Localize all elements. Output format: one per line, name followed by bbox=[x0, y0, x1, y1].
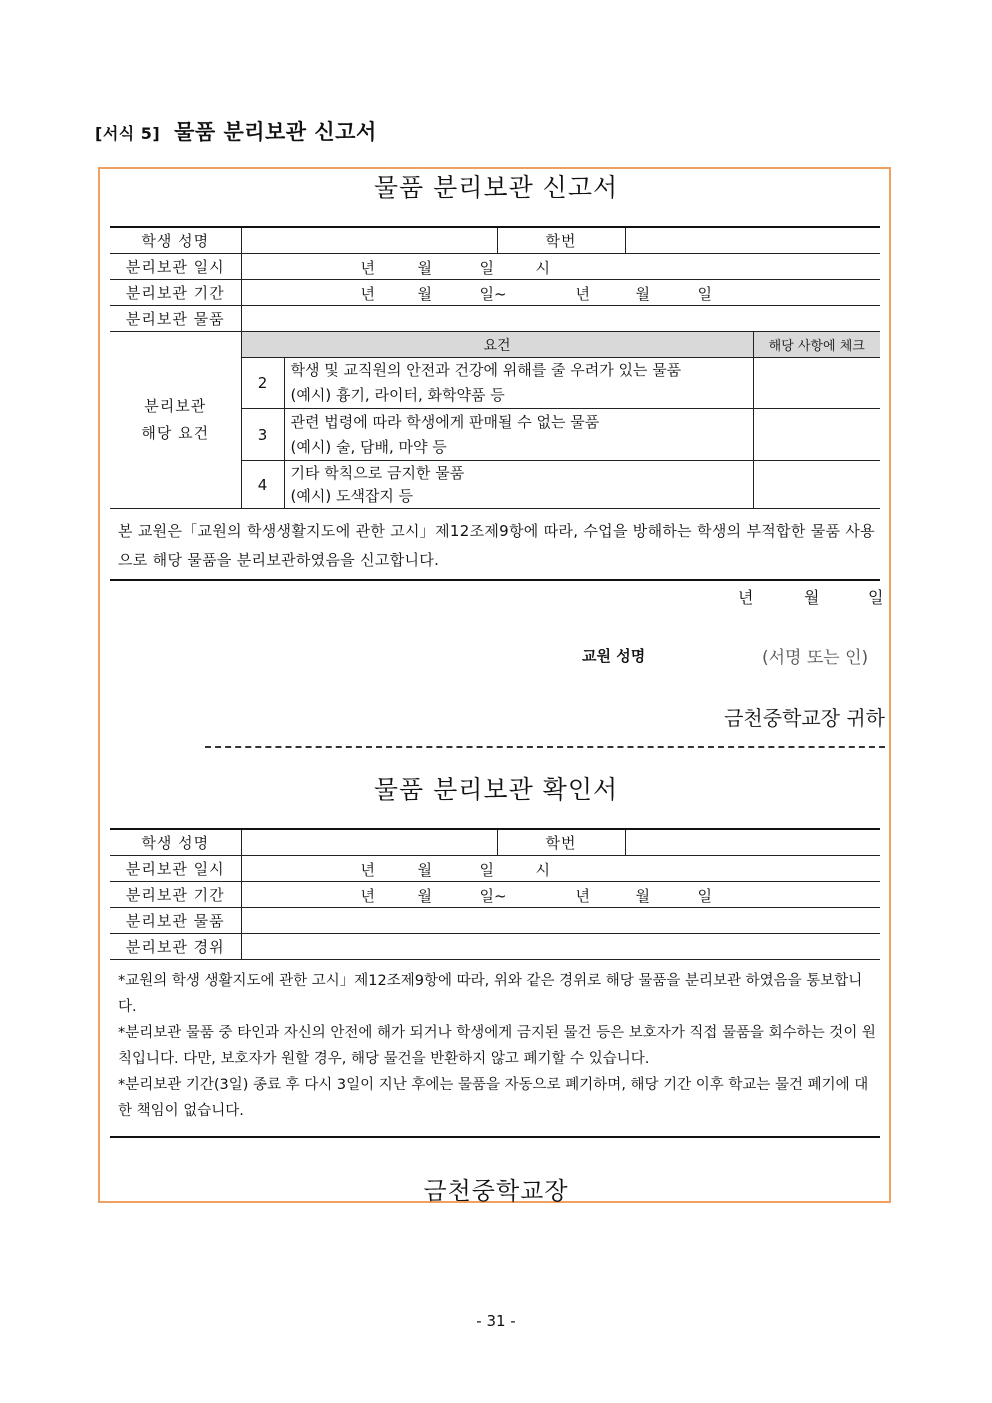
student-name-field[interactable] bbox=[241, 829, 497, 856]
period-label: 분리보관 기간 bbox=[110, 280, 241, 306]
requirement-line: 관련 법령에 따라 학생에게 판매될 수 없는 물품 bbox=[290, 412, 600, 431]
check-header: 해당 사항에 체크 bbox=[753, 332, 880, 358]
requirement-text bbox=[284, 461, 753, 509]
date-day-unit: 일 bbox=[868, 588, 884, 607]
item-field[interactable] bbox=[241, 306, 880, 332]
reason-field[interactable] bbox=[241, 934, 880, 960]
confirm-notes bbox=[118, 968, 880, 1124]
requirement-check-cell[interactable] bbox=[753, 409, 880, 461]
start-day-unit: 일~ bbox=[479, 285, 507, 303]
report-table bbox=[110, 226, 880, 509]
period-field[interactable] bbox=[241, 280, 880, 306]
requirement-text bbox=[284, 358, 753, 409]
start-year-unit: 년 bbox=[360, 285, 375, 303]
requirement-example: (예시) 흉기, 라이터, 화학약품 등 bbox=[290, 386, 505, 404]
requirement-check-cell[interactable] bbox=[753, 461, 880, 509]
end-year-unit: 년 bbox=[575, 285, 590, 303]
end-month-unit: 월 bbox=[635, 887, 650, 905]
datetime-field[interactable] bbox=[241, 254, 880, 280]
hour-unit: 시 bbox=[535, 259, 550, 277]
hour-unit: 시 bbox=[535, 861, 550, 879]
requirement-example: (예시) 도색잡지 등 bbox=[290, 486, 414, 505]
student-name-label: 학생 성명 bbox=[110, 227, 241, 254]
start-month-unit: 월 bbox=[417, 887, 432, 905]
requirement-example: (예시) 술, 담배, 마약 등 bbox=[290, 437, 447, 456]
end-day-unit: 일 bbox=[697, 887, 712, 905]
note-item: *분리보관 기간(3일) 종료 후 다시 3일이 지난 후에는 물품을 자동으로 폐기하며, 해당 기간 이후 학교는 물건 폐기에 대한 책임이 없습니다. bbox=[118, 1077, 869, 1119]
end-day-unit: 일 bbox=[697, 285, 712, 303]
requirement-text bbox=[284, 409, 753, 461]
date-month-unit: 월 bbox=[804, 588, 820, 607]
student-id-field[interactable] bbox=[625, 829, 880, 856]
divider bbox=[110, 1136, 880, 1138]
note-item: *교원의 학생 생활지도에 관한 고시」제12조제9항에 따라, 위와 같은 경위로 해당 물품을 분리보관 하였음을 통보합니다. bbox=[118, 973, 863, 1015]
note-item: *분리보관 물품 중 타인과 자신의 안전에 해가 되거나 학생에게 금지된 물건 등은 보호자가 직접 물품을 회수하는 것이 원칙입니다. 다만, 보호자가 원할 경우, 해당 물건을 반환하지 않고 폐기할 수 있습니다. bbox=[118, 1025, 876, 1067]
confirm-signature: 금천중학교장 bbox=[423, 1177, 569, 1205]
confirm-title: 물품 분리보관 확인서 bbox=[373, 775, 619, 804]
day-unit: 일 bbox=[479, 861, 494, 879]
divider bbox=[110, 579, 880, 581]
start-year-unit: 년 bbox=[360, 887, 375, 905]
requirement-line: 학생 및 교직원의 안전과 건강에 위해를 줄 우려가 있는 물품 bbox=[290, 361, 682, 379]
form-number: [서식 5] bbox=[95, 124, 161, 143]
year-unit: 년 bbox=[360, 259, 375, 277]
month-unit: 월 bbox=[417, 259, 432, 277]
month-unit: 월 bbox=[417, 861, 432, 879]
report-statement: 본 교원은「교원의 학생생활지도에 관한 고시」제12조제9항에 따라, 수업을 방해하는 학생의 부적합한 물품 사용으로 해당 물품을 분리보관하였음을 신고합니다. bbox=[118, 522, 875, 569]
end-year-unit: 년 bbox=[575, 887, 590, 905]
reason-label: 분리보관 경위 bbox=[110, 934, 241, 960]
requirement-label bbox=[110, 332, 241, 509]
datetime-label: 분리보관 일시 bbox=[110, 856, 241, 882]
item-label: 분리보관 물품 bbox=[110, 306, 241, 332]
requirement-line: 기타 학칙으로 금지한 물품 bbox=[290, 463, 465, 482]
requirement-label-line1: 분리보관 bbox=[144, 397, 207, 415]
datetime-field[interactable] bbox=[241, 856, 880, 882]
item-label: 분리보관 물품 bbox=[110, 908, 241, 934]
datetime-label: 분리보관 일시 bbox=[110, 254, 241, 280]
end-month-unit: 월 bbox=[635, 285, 650, 303]
date-year-unit: 년 bbox=[738, 588, 754, 607]
start-month-unit: 월 bbox=[417, 285, 432, 303]
requirement-label-line2: 해당 요건 bbox=[141, 424, 210, 442]
requirement-number: 2 bbox=[241, 358, 284, 409]
requirement-number: 3 bbox=[241, 409, 284, 461]
form-heading bbox=[95, 116, 377, 146]
page-number: - 31 - bbox=[476, 1312, 516, 1330]
item-field[interactable] bbox=[241, 908, 880, 934]
start-day-unit: 일~ bbox=[479, 887, 507, 905]
period-field[interactable] bbox=[241, 882, 880, 908]
student-name-field[interactable] bbox=[241, 227, 497, 254]
student-id-field[interactable] bbox=[625, 227, 880, 254]
period-label: 분리보관 기간 bbox=[110, 882, 241, 908]
student-name-label: 학생 성명 bbox=[110, 829, 241, 856]
requirement-header: 요건 bbox=[241, 332, 753, 358]
student-id-label: 학번 bbox=[497, 829, 625, 856]
form-heading-text: 물품 분리보관 신고서 bbox=[174, 120, 377, 144]
year-unit: 년 bbox=[360, 861, 375, 879]
cut-line bbox=[205, 746, 885, 748]
requirement-check-cell[interactable] bbox=[753, 358, 880, 409]
requirement-number: 4 bbox=[241, 461, 284, 509]
report-title: 물품 분리보관 신고서 bbox=[373, 173, 619, 202]
report-addressee: 금천중학교장 귀하 bbox=[724, 706, 885, 730]
day-unit: 일 bbox=[479, 259, 494, 277]
confirm-table bbox=[110, 828, 880, 960]
student-id-label: 학번 bbox=[497, 227, 625, 254]
teacher-name-label: 교원 성명 bbox=[582, 647, 646, 665]
sign-hint: (서명 또는 인) bbox=[762, 648, 869, 668]
